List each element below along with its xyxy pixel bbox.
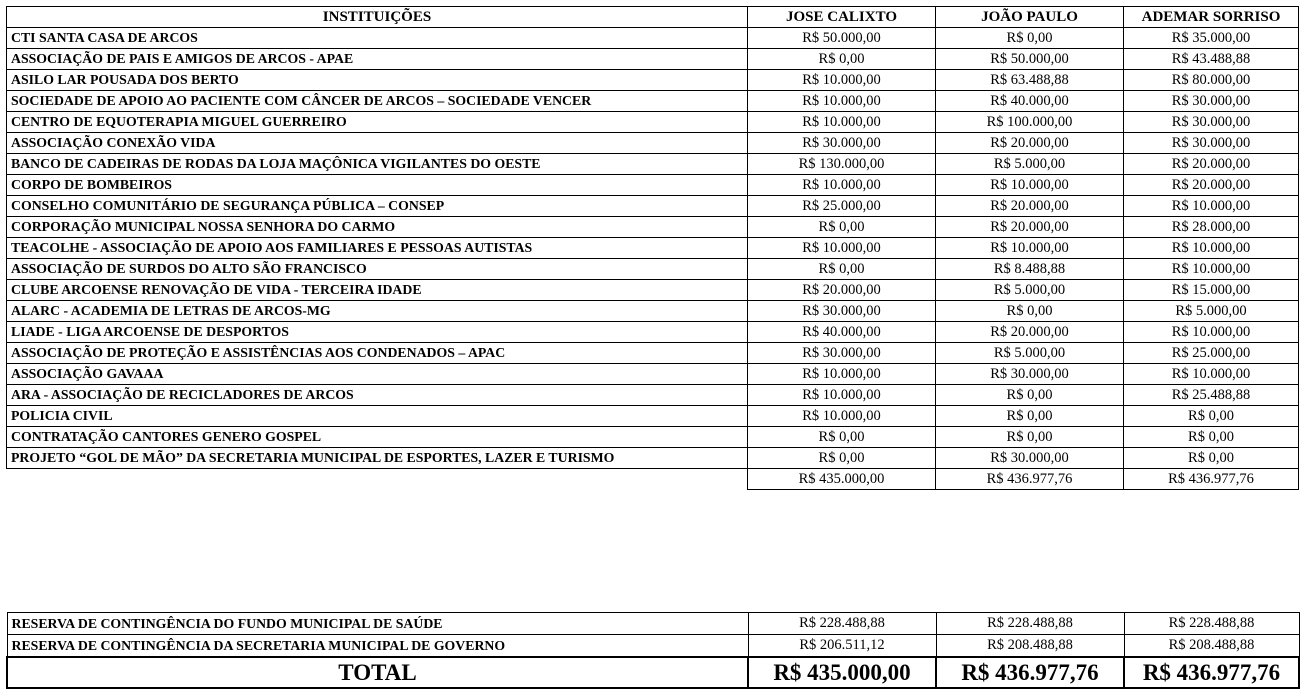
institution-name: ASSOCIAÇÃO CONEXÃO VIDA	[7, 133, 748, 154]
amount-jose-calixto: R$ 206.511,12	[748, 635, 936, 658]
amount-joao-paulo: R$ 30.000,00	[936, 448, 1124, 469]
table-row	[7, 28, 1299, 49]
amount-joao-paulo: R$ 8.488,88	[936, 259, 1124, 280]
amount-joao-paulo: R$ 0,00	[936, 406, 1124, 427]
total-ademar-sorriso: R$ 436.977,76	[1124, 657, 1299, 688]
reserve-row	[7, 613, 1299, 635]
table-row	[7, 175, 1299, 196]
amount-joao-paulo: R$ 20.000,00	[936, 217, 1124, 238]
amount-ademar-sorriso: R$ 208.488,88	[1124, 635, 1299, 658]
amount-jose-calixto: R$ 30.000,00	[748, 301, 936, 322]
subtotal-jose-calixto: R$ 435.000,00	[748, 469, 936, 490]
amount-ademar-sorriso: R$ 20.000,00	[1124, 154, 1299, 175]
table-row	[7, 385, 1299, 406]
institution-name: CLUBE ARCOENSE RENOVAÇÃO DE VIDA - TERCEIRA IDADE	[7, 280, 748, 301]
subtotal-joao-paulo: R$ 436.977,76	[936, 469, 1124, 490]
amount-joao-paulo: R$ 0,00	[936, 385, 1124, 406]
table-row	[7, 112, 1299, 133]
amount-ademar-sorriso: R$ 10.000,00	[1124, 196, 1299, 217]
institution-name: CORPORAÇÃO MUNICIPAL NOSSA SENHORA DO CARMO	[7, 217, 748, 238]
amount-jose-calixto: R$ 10.000,00	[748, 385, 936, 406]
amount-ademar-sorriso: R$ 10.000,00	[1124, 238, 1299, 259]
table-row	[7, 91, 1299, 112]
institution-name: ASSOCIAÇÃO DE SURDOS DO ALTO SÃO FRANCISCO	[7, 259, 748, 280]
table-row	[7, 343, 1299, 364]
reserve-row	[7, 635, 1299, 658]
amount-jose-calixto: R$ 40.000,00	[748, 322, 936, 343]
amount-joao-paulo: R$ 0,00	[936, 28, 1124, 49]
amount-ademar-sorriso: R$ 15.000,00	[1124, 280, 1299, 301]
institution-name: ASILO LAR POUSADA DOS BERTO	[7, 70, 748, 91]
table-row	[7, 49, 1299, 70]
amount-jose-calixto: R$ 0,00	[748, 427, 936, 448]
institution-name: ASSOCIAÇÃO GAVAAA	[7, 364, 748, 385]
amount-ademar-sorriso: R$ 0,00	[1124, 427, 1299, 448]
institution-name: PROJETO “GOL DE MÃO” DA SECRETARIA MUNICIPAL DE ESPORTES, LAZER E TURISMO	[7, 448, 748, 469]
amount-joao-paulo: R$ 5.000,00	[936, 343, 1124, 364]
amount-jose-calixto: R$ 10.000,00	[748, 238, 936, 259]
amount-ademar-sorriso: R$ 25.488,88	[1124, 385, 1299, 406]
amount-joao-paulo: R$ 10.000,00	[936, 238, 1124, 259]
table-row	[7, 301, 1299, 322]
amount-jose-calixto: R$ 30.000,00	[748, 343, 936, 364]
amount-joao-paulo: R$ 5.000,00	[936, 154, 1124, 175]
amount-jose-calixto: R$ 0,00	[748, 448, 936, 469]
amount-joao-paulo: R$ 5.000,00	[936, 280, 1124, 301]
amount-ademar-sorriso: R$ 35.000,00	[1124, 28, 1299, 49]
total-joao-paulo: R$ 436.977,76	[936, 657, 1124, 688]
table-row	[7, 70, 1299, 91]
institution-name: CORPO DE BOMBEIROS	[7, 175, 748, 196]
amount-jose-calixto: R$ 20.000,00	[748, 280, 936, 301]
header-jose-calixto: JOSE CALIXTO	[748, 7, 936, 28]
amount-joao-paulo: R$ 20.000,00	[936, 322, 1124, 343]
table-row	[7, 217, 1299, 238]
institution-name: BANCO DE CADEIRAS DE RODAS DA LOJA MAÇÔNICA VIGILANTES DO OESTE	[7, 154, 748, 175]
amount-joao-paulo: R$ 20.000,00	[936, 196, 1124, 217]
institution-name: CENTRO DE EQUOTERAPIA MIGUEL GUERREIRO	[7, 112, 748, 133]
amount-ademar-sorriso: R$ 28.000,00	[1124, 217, 1299, 238]
institution-name: ASSOCIAÇÃO DE PAIS E AMIGOS DE ARCOS - APAE	[7, 49, 748, 70]
amount-joao-paulo: R$ 10.000,00	[936, 175, 1124, 196]
table-row	[7, 406, 1299, 427]
amount-ademar-sorriso: R$ 5.000,00	[1124, 301, 1299, 322]
institution-name: CONTRATAÇÃO CANTORES GENERO GOSPEL	[7, 427, 748, 448]
amount-ademar-sorriso: R$ 80.000,00	[1124, 70, 1299, 91]
institution-name: CTI SANTA CASA DE ARCOS	[7, 28, 748, 49]
table-row	[7, 196, 1299, 217]
amount-jose-calixto: R$ 10.000,00	[748, 112, 936, 133]
institution-name: ARA - ASSOCIAÇÃO DE RECICLADORES DE ARCOS	[7, 385, 748, 406]
amount-ademar-sorriso: R$ 228.488,88	[1124, 613, 1299, 635]
institution-name: RESERVA DE CONTINGÊNCIA DA SECRETARIA MUNICIPAL DE GOVERNO	[7, 635, 748, 658]
amount-jose-calixto: R$ 228.488,88	[748, 613, 936, 635]
reserves-table	[6, 612, 1300, 689]
amount-jose-calixto: R$ 130.000,00	[748, 154, 936, 175]
amount-ademar-sorriso: R$ 10.000,00	[1124, 259, 1299, 280]
amount-joao-paulo: R$ 40.000,00	[936, 91, 1124, 112]
header-joao-paulo: JOÃO PAULO	[936, 7, 1124, 28]
amount-ademar-sorriso: R$ 0,00	[1124, 448, 1299, 469]
amount-joao-paulo: R$ 228.488,88	[936, 613, 1124, 635]
institution-name: RESERVA DE CONTINGÊNCIA DO FUNDO MUNICIPAL DE SAÚDE	[7, 613, 748, 635]
institution-name: SOCIEDADE DE APOIO AO PACIENTE COM CÂNCER DE ARCOS – SOCIEDADE VENCER	[7, 91, 748, 112]
amount-jose-calixto: R$ 0,00	[748, 49, 936, 70]
total-label: TOTAL	[7, 657, 748, 688]
amount-joao-paulo: R$ 63.488,88	[936, 70, 1124, 91]
amount-jose-calixto: R$ 10.000,00	[748, 406, 936, 427]
amount-jose-calixto: R$ 10.000,00	[748, 364, 936, 385]
subtotal-ademar-sorriso: R$ 436.977,76	[1124, 469, 1299, 490]
table-row	[7, 322, 1299, 343]
table-row	[7, 259, 1299, 280]
header-row	[7, 7, 1299, 28]
institution-name: ALARC - ACADEMIA DE LETRAS DE ARCOS-MG	[7, 301, 748, 322]
amount-ademar-sorriso: R$ 43.488,88	[1124, 49, 1299, 70]
amount-ademar-sorriso: R$ 10.000,00	[1124, 364, 1299, 385]
header-ademar-sorriso: ADEMAR SORRISO	[1124, 7, 1299, 28]
table-row	[7, 448, 1299, 469]
table-row	[7, 154, 1299, 175]
amount-ademar-sorriso: R$ 20.000,00	[1124, 175, 1299, 196]
amount-joao-paulo: R$ 50.000,00	[936, 49, 1124, 70]
amount-ademar-sorriso: R$ 0,00	[1124, 406, 1299, 427]
amount-jose-calixto: R$ 0,00	[748, 259, 936, 280]
amount-ademar-sorriso: R$ 25.000,00	[1124, 343, 1299, 364]
amount-joao-paulo: R$ 100.000,00	[936, 112, 1124, 133]
amount-jose-calixto: R$ 10.000,00	[748, 91, 936, 112]
subtotal-row	[7, 469, 1299, 490]
amount-joao-paulo: R$ 30.000,00	[936, 364, 1124, 385]
table-row	[7, 133, 1299, 154]
amount-joao-paulo: R$ 0,00	[936, 301, 1124, 322]
total-row	[7, 657, 1299, 688]
amount-jose-calixto: R$ 10.000,00	[748, 70, 936, 91]
table-row	[7, 280, 1299, 301]
amount-jose-calixto: R$ 50.000,00	[748, 28, 936, 49]
amount-ademar-sorriso: R$ 30.000,00	[1124, 112, 1299, 133]
subtotal-spacer	[7, 469, 748, 490]
table-row	[7, 364, 1299, 385]
amount-jose-calixto: R$ 10.000,00	[748, 175, 936, 196]
header-institutions: INSTITUIÇÕES	[7, 7, 748, 28]
institution-name: TEACOLHE - ASSOCIAÇÃO DE APOIO AOS FAMILIARES E PESSOAS AUTISTAS	[7, 238, 748, 259]
amount-jose-calixto: R$ 25.000,00	[748, 196, 936, 217]
institution-name: CONSELHO COMUNITÁRIO DE SEGURANÇA PÚBLICA – CONSEP	[7, 196, 748, 217]
institution-name: POLICIA CIVIL	[7, 406, 748, 427]
institution-name: LIADE - LIGA ARCOENSE DE DESPORTOS	[7, 322, 748, 343]
amount-joao-paulo: R$ 208.488,88	[936, 635, 1124, 658]
table-row	[7, 238, 1299, 259]
amount-joao-paulo: R$ 0,00	[936, 427, 1124, 448]
amount-ademar-sorriso: R$ 30.000,00	[1124, 91, 1299, 112]
table-row	[7, 427, 1299, 448]
amount-jose-calixto: R$ 30.000,00	[748, 133, 936, 154]
institution-name: ASSOCIAÇÃO DE PROTEÇÃO E ASSISTÊNCIAS AOS CONDENADOS – APAC	[7, 343, 748, 364]
amount-ademar-sorriso: R$ 10.000,00	[1124, 322, 1299, 343]
total-jose-calixto: R$ 435.000,00	[748, 657, 936, 688]
amount-ademar-sorriso: R$ 30.000,00	[1124, 133, 1299, 154]
institutions-table	[6, 6, 1299, 490]
amount-jose-calixto: R$ 0,00	[748, 217, 936, 238]
amount-joao-paulo: R$ 20.000,00	[936, 133, 1124, 154]
